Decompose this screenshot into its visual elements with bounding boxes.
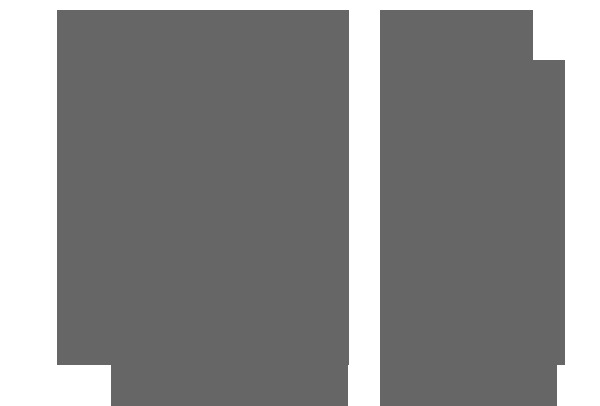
- right-silhouette-bottom-strip: [380, 365, 557, 406]
- left-silhouette-bottom-strip: [111, 365, 348, 406]
- right-silhouette-top: [380, 10, 533, 60]
- right-silhouette-main: [380, 60, 565, 365]
- left-silhouette-main: [57, 10, 349, 365]
